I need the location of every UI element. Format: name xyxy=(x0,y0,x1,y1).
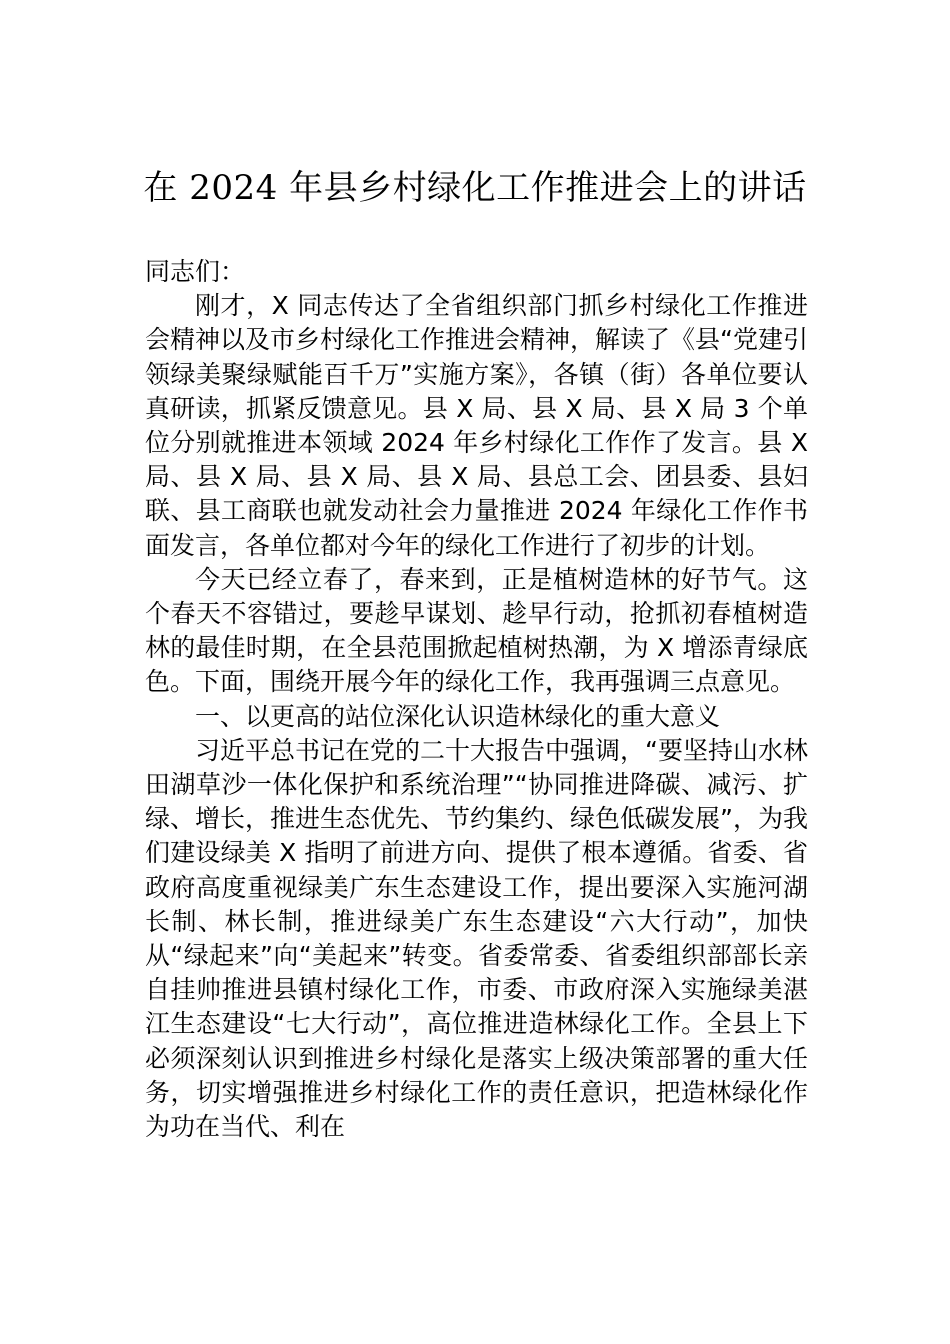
document-body xyxy=(145,255,808,1144)
paragraph-2: 今天已经立春了，春来到，正是植树造林的好节气。这个春天不容错过，要趁早谋划、趁早行动，抢抓初春植树造林的最佳时期，在全县范围掀起植树热潮，为 X 增添青绿底色。下面，围绕开展今年的绿化工作，我再强调三点意见。 xyxy=(145,564,808,697)
paragraph-1: 刚才，X 同志传达了全省组织部门抓乡村绿化工作推进会精神以及市乡村绿化工作推进会精神，解读了《县“党建引领绿美聚绿赋能百千万”实施方案》，各镇（街）各单位要认真研读，抓紧反馈意见。县 X 局、县 X 局、县 X 局 3 个单位分别就推进本领域 2024 年乡村绿化工作作了发言。县 X 局、县 X 局、县 X 局、县 X 局、县总工会、团县委、县妇联、县工商联也就发动社会力量推进 2024 年绿化工作作书面发言，各单位都对今年的绿化工作进行了初步的计划。 xyxy=(145,291,808,560)
paragraph-3: 习近平总书记在党的二十大报告中强调，“要坚持山水林田湖草沙一体化保护和系统治理”“协同推进降碳、减污、扩绿、增长，推进生态优先、节约集约、绿色低碳发展”，为我们建设绿美 X 指明了前进方向、提供了根本遵循。省委、省政府高度重视绿美广东生态建设工作，提出要深入实施河湖长制、林长制，推进绿美广东生态建设“六大行动”，加快从“绿起来”向“美起来”转变。省委常委、省委组织部部长亲自挂帅推进县镇村绿化工作，市委、市政府深入实施绿美湛江生态建设“七大行动”，高位推进造林绿化工作。全县上下必须深刻认识到推进乡村绿化是落实上级决策部署的重大任务，切实增强推进乡村绿化工作的责任意识，把造林绿化作为功在当代、利在 xyxy=(145,735,808,1142)
section-heading-1: 一、以更高的站位深化认识造林绿化的重大意义 xyxy=(195,701,721,731)
document-title: 在 2024 年县乡村绿化工作推进会上的讲话 xyxy=(143,168,807,208)
salutation: 同志们： xyxy=(145,257,246,286)
